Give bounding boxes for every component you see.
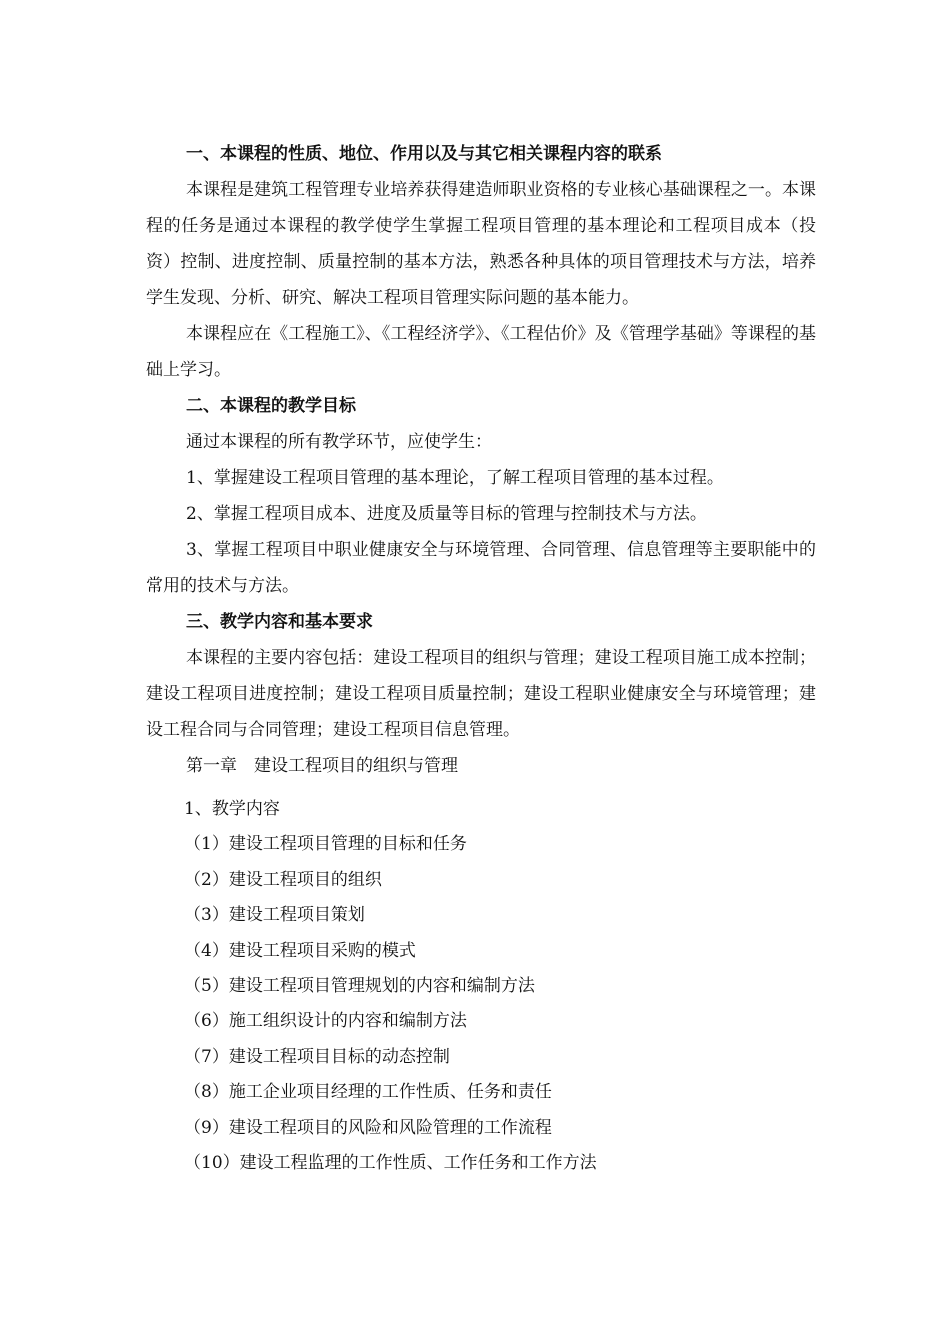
section3-paragraph: 本课程的主要内容包括：建设工程项目的组织与管理；建设工程项目施工成本控制；建设工程项目进度控制；建设工程项目质量控制；建设工程职业健康安全与环境管理；建设工程合同与合同管理；建设工程项目信息管理。: [146, 648, 816, 740]
subsection-title: 1、教学内容: [184, 799, 280, 819]
list-item: （10）建设工程监理的工作性质、工作任务和工作方法: [184, 1153, 597, 1174]
document-body: [146, 136, 816, 1181]
section1-paragraph-2: 本课程应在《工程施工》、《工程经济学》、《工程估价》及《管理学基础》等课程的基础上学习。: [146, 324, 816, 380]
list-item: （8）施工企业项目经理的工作性质、任务和责任: [184, 1082, 552, 1103]
goal-item: 3、掌握工程项目中职业健康安全与环境管理、合同管理、信息管理等主要职能中的常用的技术与方法。: [146, 540, 816, 596]
spacer: [146, 784, 816, 792]
section2-intro: 通过本课程的所有教学环节，应使学生：: [186, 432, 492, 452]
goal-item: 1、掌握建设工程项目管理的基本理论，了解工程项目管理的基本过程。: [186, 468, 724, 488]
chapter-title: 第一章 建设工程项目的组织与管理: [186, 756, 458, 776]
list-item: （5）建设工程项目管理规划的内容和编制方法: [184, 976, 535, 997]
list-item: （6）施工组织设计的内容和编制方法: [184, 1011, 467, 1032]
list-item: （2）建设工程项目的组织: [184, 869, 382, 890]
section1-paragraph-1: 本课程是建筑工程管理专业培养获得建造师职业资格的专业核心基础课程之一。本课程的任务是通过本课程的教学使学生掌握工程项目管理的基本理论和工程项目成本（投资）控制、进度控制、质量控制的基本方法，熟悉各种具体的项目管理技术与方法，培养学生发现、分析、研究、解决工程项目管理实际问题的基本能力。: [146, 180, 816, 308]
section-heading-1: 一、本课程的性质、地位、作用以及与其它相关课程内容的联系: [186, 144, 662, 164]
list-item: （7）建设工程项目目标的动态控制: [184, 1046, 450, 1067]
list-item: （9）建设工程项目的风险和风险管理的工作流程: [184, 1117, 552, 1138]
section-heading-2: 二、本课程的教学目标: [186, 396, 356, 416]
section-heading-3: 三、教学内容和基本要求: [186, 612, 373, 632]
list-item: （1）建设工程项目管理的目标和任务: [184, 834, 467, 855]
goal-item: 2、掌握工程项目成本、进度及质量等目标的管理与控制技术与方法。: [186, 504, 707, 524]
list-item: （4）建设工程项目采购的模式: [184, 940, 416, 961]
list-item: （3）建设工程项目策划: [184, 905, 365, 926]
